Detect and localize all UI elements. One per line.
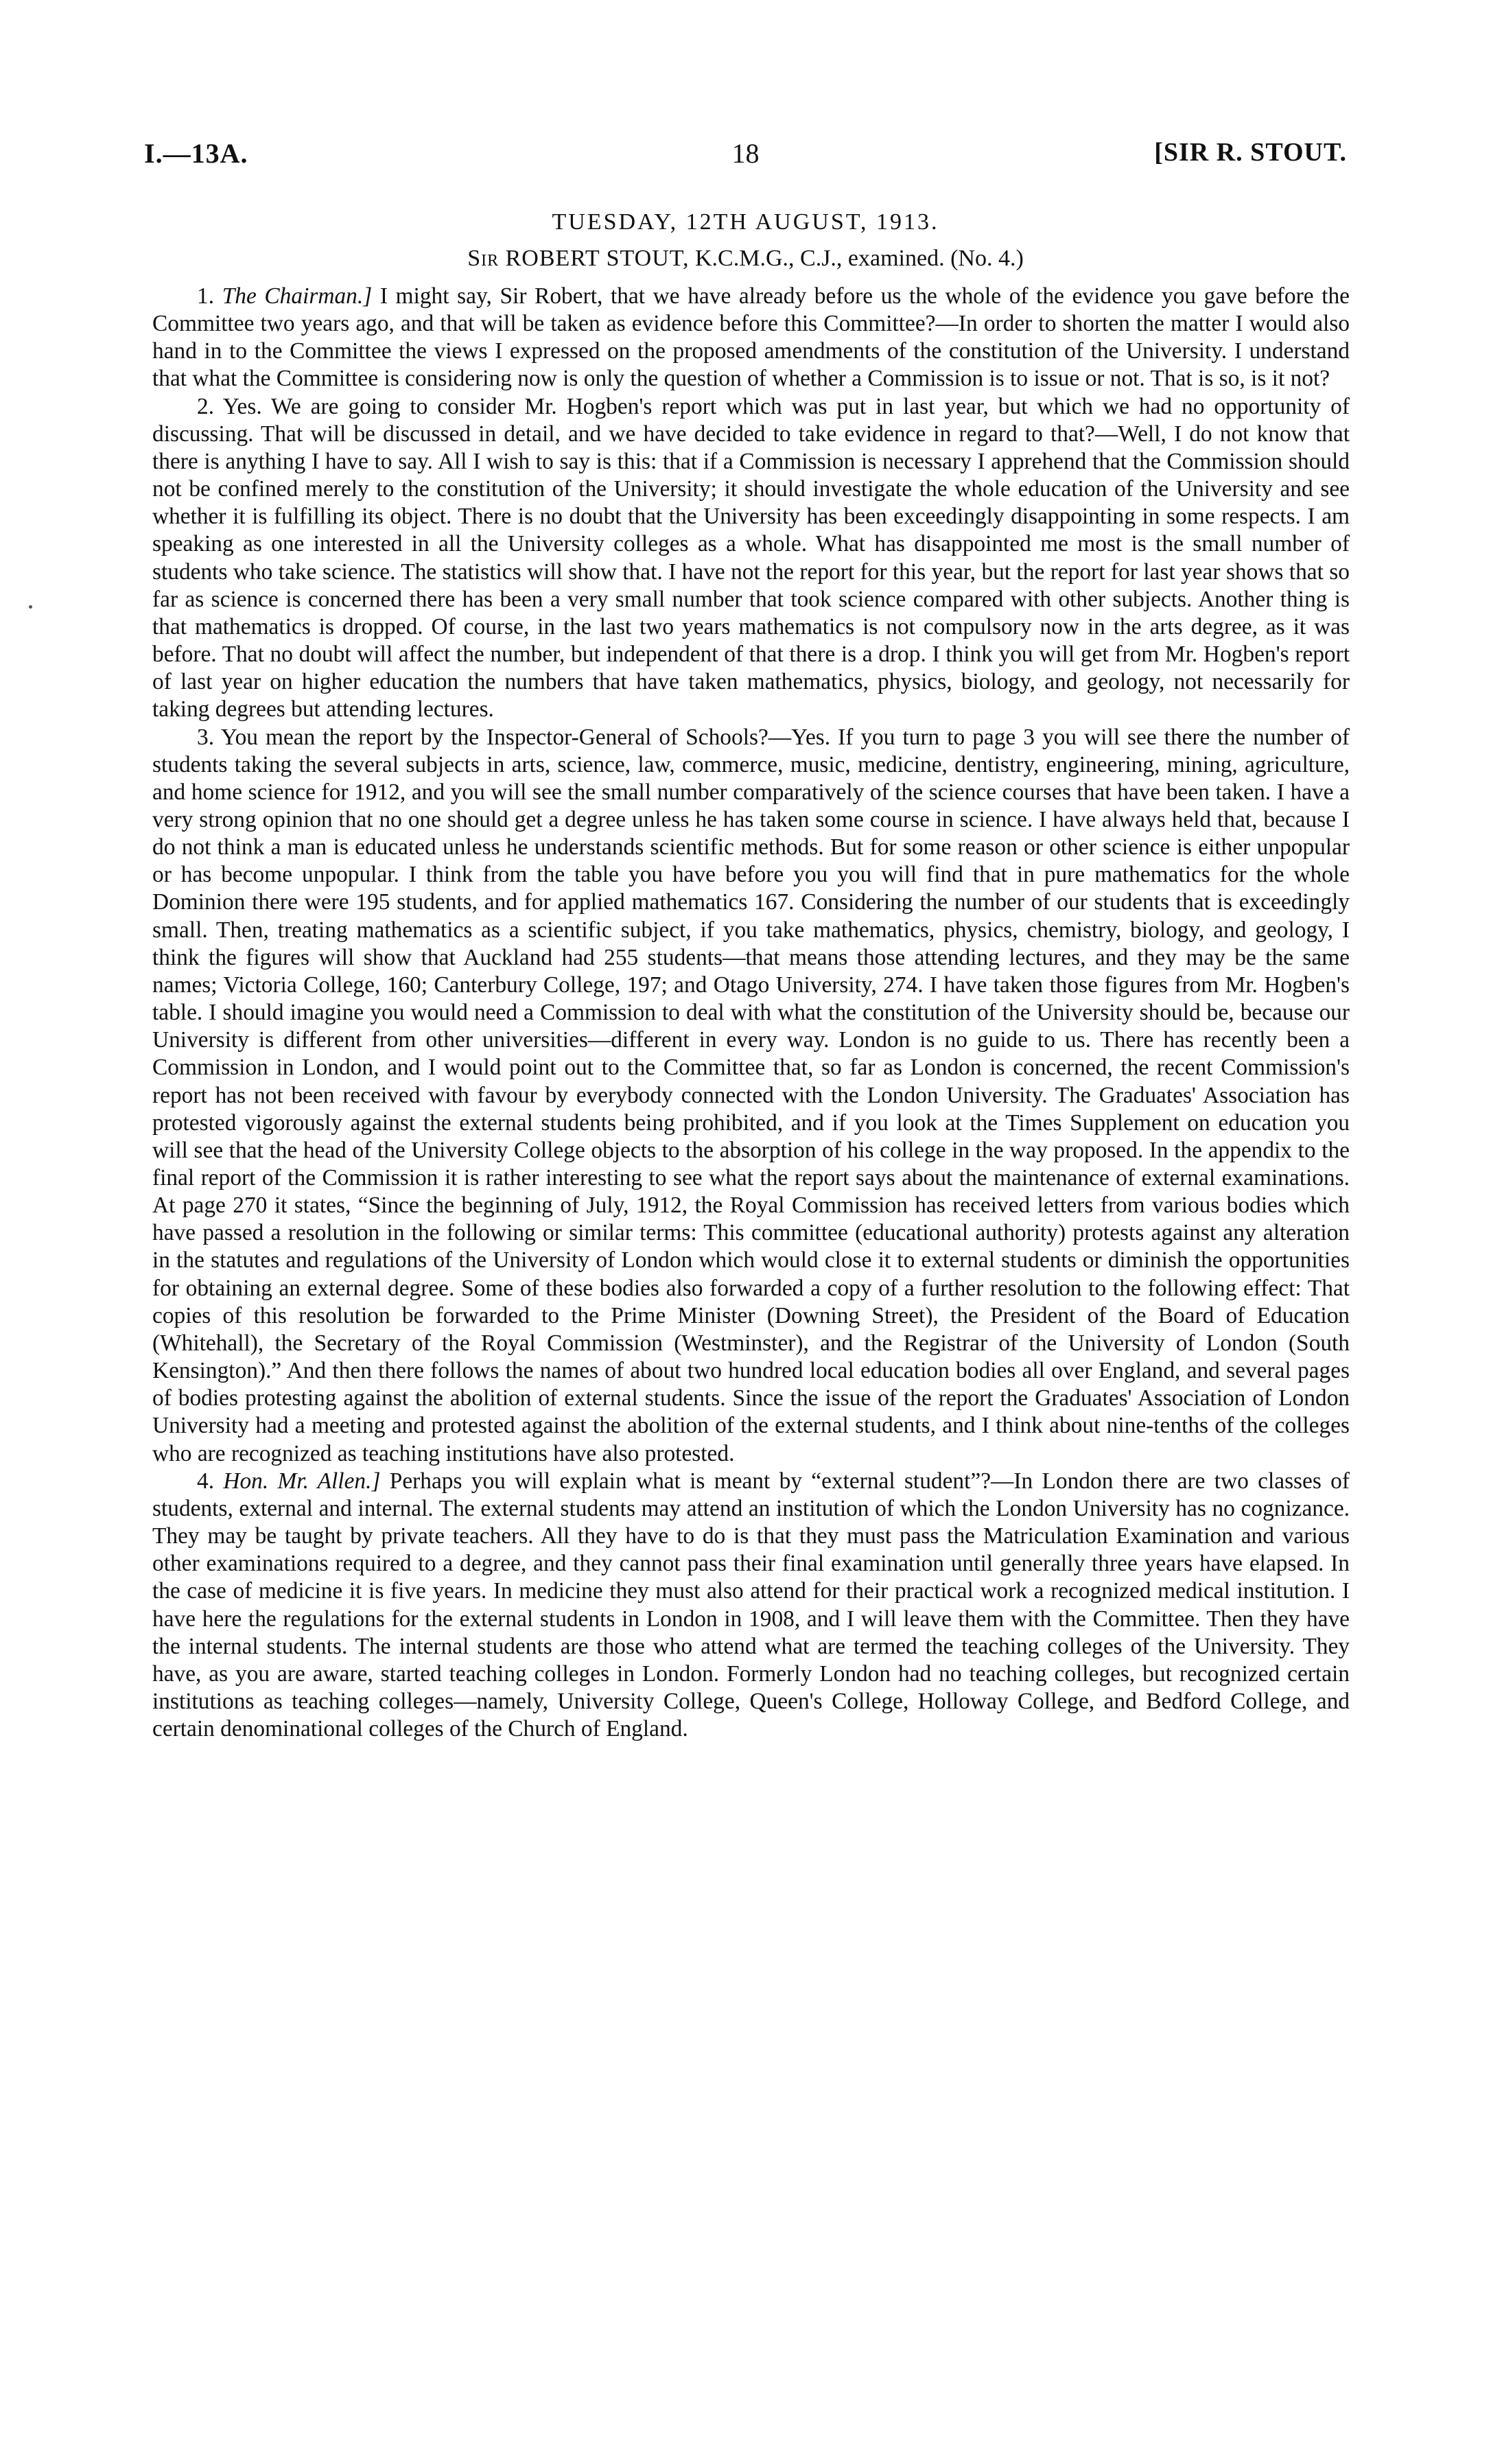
running-head: [SIR R. STOUT.: [1154, 138, 1347, 167]
paragraph-text: Perhaps you will explain what is meant by “external student”?—In London there are two classes of students, external and internal. The external students may attend an institution of which the London University has no cognizance. They may be taught by private teachers. All they have to do is that they must pass the Matriculation Examination and various other examinations required to a degree, and they cannot pass their final examination until generally three years have elapsed. In the case of medicine it is five years. In medicine they must also attend for their practical work a recognized medical institution. I have here the regulations for the external students in London in 1908, and I will leave them with the Committee. Then they have the internal students. The internal students are those who attend what are termed the teaching colleges of the University. They have, as you are aware, started teaching colleges in London. Formerly London had no teaching colleges, but recognized certain institutions as teaching colleges—namely, University College, Queen's College, Holloway College, and Bedford College, and certain denominational colleges of the Church of England.: [152, 1468, 1350, 1742]
speaker: Hon. Mr. Allen.]: [223, 1468, 381, 1494]
paragraph-number: 2.: [197, 393, 215, 419]
witness-line: [0, 246, 1491, 272]
page-header: [144, 137, 1347, 178]
paragraph-text: You mean the report by the Inspector-General of Schools?—Yes. If you turn to page 3 you will see there the number of students taking the several subjects in arts, science, law, commerce, music, medicine, dentistry, engineering, mining, agriculture, and home science for 1912, and you will see the small number comparatively of the science courses that have been taken. I have a very strong opinion that no one should get a degree unless he has taken some course in science. I have always held that, because I do not think a man is educated unless he understands scientific methods. But for some reason or other science is either unpopular or has become unpopular. I think from the table you have before you you will find that in pure mathematics for the whole Dominion there were 195 students, and for applied mathematics 167. Considering the number of our students that is exceedingly small. Then, treating mathematics as a scientific subject, if you take mathematics, physics, chemistry, biology, and geology, I think the figures will show that Auckland had 255 students—that means those attending lectures, and they may be the same names; Victoria College, 160; Canterbury College, 197; and Otago University, 274. I have taken those figures from Mr. Hogben's table. I should imagine you would need a Commission to deal with what the constitution of the University should be, because our University is different from other universities—different in every way. London is no guide to us. There has recently been a Commission in London, and I would point out to the Committee that, so far as London is concerned, the recent Commission's report has not been received with favour by everybody connected with the London University. The Graduates' Association has protested vigorously against the external students being prohibited, and if you look at the Times Supplement on education you will see that the head of the University College objects to the absorption of his college in the way proposed. In the appendix to the final report of the Commission it is rather interesting to see what the report says about the maintenance of external examinations. At page 270 it states, “Since the beginning of July, 1912, the Royal Commission has received letters from various bodies which have passed a resolution in the following or similar terms: This committee (educational authority) protests against any alteration in the statutes and regulations of the University of London which would close it to external students or diminish the opportunities for obtaining an external degree. Some of these bodies also forwarded a copy of a further resolution to the following effect: That copies of this resolution be forwarded to the Prime Minister (Downing Street), the President of the Board of Education (Whitehall), the Secretary of the Royal Commission (Westminster), and the Registrar of the University of London (South Kensington).” And then there follows the names of about two hundred local education bodies all over England, and several pages of bodies protesting against the abolition of external students. Since the issue of the report the Graduates' Association of London University had a meeting and protested against the abolition of the external students, and I think about nine-tenths of the colleges who are recognized as teaching institutions have also protested.: [152, 724, 1350, 1466]
date-line: TUESDAY, 12TH AUGUST, 1913.: [552, 209, 939, 235]
paragraph-number: 1.: [197, 283, 215, 309]
evidence-paragraph-1: [152, 283, 1350, 393]
evidence-paragraph-2: [152, 393, 1350, 724]
paragraph-number: 3.: [197, 724, 215, 750]
witness-details: K.C.M.G., C.J., examined. (No. 4.): [695, 246, 1024, 271]
evidence-body: [152, 283, 1350, 1743]
paragraph-text: Yes. We are going to consider Mr. Hogben's report which was put in last year, but which we had no opportunity of discussing. That will be discussed in detail, and we have decided to take evidence in regard to that?—Well, I do not know that there is anything I have to say. All I wish to say is this: that if a Commission is necessary I apprehend that the Commission should not be confined merely to the constitution of the University; it should investigate the whole education of the University and see whether it is fulfilling its object. There is no doubt that the University has been exceedingly disappointing in some respects. I am speaking as one interested in all the University colleges as a whole. What has disappointed me most is the small number of students who take science. The statistics will show that. I have not the report for this year, but the report for last year shows that so far as science is concerned there has been a very small number that took science compared with other subjects. Another thing is that mathematics is dropped. Of course, in the last two years mathematics is not compulsory now in the arts degree, as it was before. That no doubt will affect the number, but independent of that there is a drop. I think you will get from Mr. Hogben's report of last year on higher education the numbers that have taken mathematics, physics, biology, and geology, not necessarily for taking degrees but attending lectures.: [152, 393, 1350, 723]
page-number: 18: [731, 138, 760, 169]
paper-reference: I.—13A.: [144, 138, 248, 169]
evidence-paragraph-3: [152, 724, 1350, 1468]
witness-name: Sir ROBERT STOUT,: [467, 246, 690, 271]
paragraph-number: 4.: [197, 1468, 215, 1494]
evidence-paragraph-4: [152, 1468, 1350, 1744]
paragraph-text: I might say, Sir Robert, that we have already before us the whole of the evidence you gave before the Committee two years ago, and that will be taken as evidence before this Committee?—In order to shorten the matter I would also hand in to the Committee the views I expressed on the proposed amendments of the constitution of the University. I understand that what the Committee is considering now is only the question of whether a Commission is to issue or not. That is so, is it not?: [152, 283, 1350, 392]
speaker: The Chairman.]: [222, 283, 373, 309]
margin-speck: [29, 605, 32, 609]
